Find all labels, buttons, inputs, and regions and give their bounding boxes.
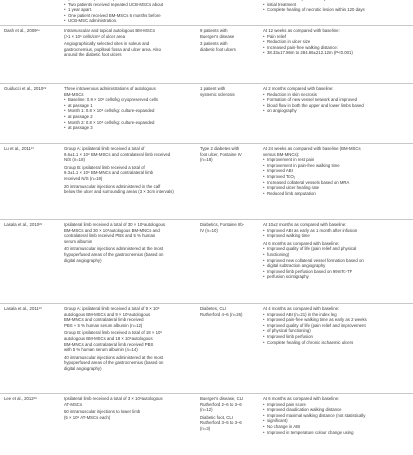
intervention-cell [64, 0, 190, 24]
outcome-bullet: • Complete healing of chronic ischaemic ulcers [263, 340, 409, 346]
intervention-text: Ipsilateral limb received a total of 30 × 10⁶autologous [64, 222, 166, 227]
intervention-text: received N/S (n=19) [64, 175, 103, 181]
population-text: Buerger's disease [200, 33, 235, 39]
intervention-bullet: • UCB-MSC administration. [64, 18, 190, 24]
outcome-bullet: • blood flow in both the upper and lower limbs based [263, 103, 409, 109]
intervention-text: BM-MNCs and contralateral limb received PBS [64, 341, 154, 347]
population-cell [200, 222, 260, 233]
row-separator [0, 25, 413, 26]
outcomes-cell [263, 146, 409, 196]
intervention-text: digital angiography) [64, 257, 102, 263]
outcomes-intro: At 2 months compared with baseline: [263, 86, 334, 91]
study-reference: Dash et al., 2009²⁴ [4, 28, 40, 33]
intervention-bullet: • at passage 1 [64, 103, 190, 109]
outcome-bullet: • Improved new collateral vessel formation based on [263, 258, 409, 264]
row-separator [0, 393, 413, 394]
row-separator [0, 83, 413, 84]
outcomes-cell [263, 222, 409, 280]
intervention-text: Angiographically selected sites in soleus and [64, 41, 150, 47]
population-text: diabetic foot ulcers [200, 46, 236, 52]
population-text: IV (n=10) [200, 227, 218, 233]
outcome-bullet: At 6 months as compared with baseline: [263, 240, 340, 246]
intervention-text: Three intravenous administrations of autologous [64, 86, 156, 91]
intervention-text: N/S (n=18) [64, 157, 85, 163]
outcome-bullet: • Improved claudication walking distance [263, 407, 409, 413]
outcomes-cell [263, 306, 409, 345]
outcome-bullet: • on angiography [263, 108, 409, 114]
population-cell [200, 306, 260, 317]
outcome-bullet: • Improved ABI as early as 1 month after infusion [263, 228, 409, 234]
population-text: Diabetics, Fontaine IIb- [200, 222, 245, 227]
intervention-text: below the ulcer and surrounding areas (3 × 3cm intervals) [64, 189, 174, 195]
outcome-bullet-list [263, 34, 409, 56]
outcomes-cell [263, 0, 409, 13]
intervention-text: gastrocnemius, popliteal fossa and ulcer area. Also [64, 46, 161, 52]
study-cell [4, 146, 62, 152]
population-cell [200, 396, 260, 432]
study-cell [4, 28, 62, 34]
intervention-text: Group B: ipsilateral limb received a total of 18 × 10⁶ [64, 330, 163, 336]
outcomes-intro: versus BM-MNCs): [263, 151, 300, 157]
outcomes-cell [263, 396, 409, 435]
intervention-text: BM-MSCs and 30 × 10⁶autologous BM-MNCs and [64, 227, 160, 233]
intervention-bullet-list [64, 97, 190, 131]
outcome-bullet: • perfusion scintigraphy [263, 274, 409, 280]
row-separator [0, 303, 413, 304]
outcome-bullet: • Reduced limb amputation [263, 191, 409, 197]
intervention-bullet-list [64, 0, 190, 24]
outcomes-intro: At 10±2 months as compared with baseline: [263, 222, 347, 227]
intervention-text: 40 intramuscular injections administered at the most [64, 354, 164, 360]
outcome-bullet: • Formation of new vessel network and improved [263, 97, 409, 103]
population-text: systemic sclerosis [200, 91, 235, 97]
outcome-bullet: • Pain relief [263, 34, 409, 40]
intervention-bullet: • Month 1: 0.8 × 10⁶ cells/kg: culture-expanded [64, 108, 190, 114]
population-cell [200, 86, 260, 97]
study-reference: Lasala et al., 2011²⁶ [4, 306, 42, 311]
outcome-bullet: • Improved pain-free walking time as early as 2 weeks [263, 317, 409, 323]
intervention-bullet: • Baseline: 0.9 × 10⁶ cells/kg cryopreserved cells [64, 97, 190, 103]
intervention-cell [64, 222, 190, 263]
study-reference: Guiducci et al., 2010²⁵ [4, 86, 47, 91]
population-text: (n=3) [200, 425, 211, 431]
row-separator [0, 219, 413, 220]
intervention-cell [64, 86, 190, 131]
population-text: Rutherford 2–6 to 3–6 [200, 401, 242, 407]
population-text: Type 2 diabetes with [200, 146, 240, 151]
intervention-text: Group A: ipsilateral limb received a total of 9 × 10⁶ [64, 306, 160, 311]
study-cell [4, 222, 62, 228]
intervention-text: Group B: ipsilateral limb received a total of [64, 164, 145, 170]
outcome-bullet: • Reduction in ulcer size [263, 39, 409, 45]
outcome-bullet-list [263, 92, 409, 114]
intervention-text: around the diabetic foot ulcers [64, 52, 122, 58]
outcome-bullet: • Improved walking time [263, 233, 409, 239]
outcome-bullet-list [263, 312, 409, 346]
intervention-bullet: • One patient received BM-MSCs 6 months before [64, 13, 190, 19]
population-text: (n=12) [200, 407, 213, 413]
outcome-bullet: • Improved limb perfusion based on 99mTc-TF [263, 269, 409, 275]
outcome-bullet: • Improved ABI (n=21) in the index leg [263, 312, 409, 318]
population-text: 3 patients with [200, 41, 228, 47]
outcomes-cell [263, 28, 409, 56]
intervention-text: Ipsilateral limb received a total of 3 × 10⁸autologous [64, 396, 163, 401]
outcome-bullet: • Improvement in pain-free walking time [263, 163, 409, 169]
outcome-bullet: • Improved quality of life (pain relief and improvement [263, 323, 409, 329]
intervention-text: 20 intramuscular injections administered in the calf [64, 183, 161, 189]
outcome-bullet: • Improved quality of life (pain relief and physical [263, 246, 409, 252]
study-cell [4, 86, 62, 92]
intervention-text: 9.3±1.1 × 10⁸ BM-MNCs and contralateral limb [64, 170, 154, 176]
study-reference: Lasala et al., 2010²⁶ [4, 222, 43, 227]
population-cell [200, 28, 260, 52]
population-text: 1 patient with [200, 86, 226, 91]
intervention-text: autologous BM-MSCs and 18 × 10⁶autologous [64, 335, 153, 341]
intervention-bullet: • 1 year apart. [64, 7, 190, 13]
intervention-text: digital angiography) [64, 365, 102, 371]
population-text: Diabetic foot, CLI [200, 414, 233, 420]
intervention-text: Group A: ipsilateral limb received a total of [64, 146, 145, 151]
study-reference: Lee et al., 2012²⁸ [4, 396, 37, 401]
outcome-bullet: • 38.33±17.86m to 284.66±212.12m (P<0.001) [263, 50, 409, 56]
outcome-bullet: • Improved ABI [263, 168, 409, 174]
outcome-bullet: • of physical functioning) [263, 328, 409, 334]
outcome-bullet: • Improved pain score [263, 402, 409, 408]
study-reference: Lu et al., 2011²¹ [4, 146, 34, 151]
outcome-bullet: • functioning) [263, 252, 409, 258]
population-text: Diabetes, CLI [200, 306, 227, 311]
intervention-text: with 5 % human serum albumin (n=14) [64, 347, 138, 353]
intervention-text: PBS + 5 % human serum albumin (n=12) [64, 322, 143, 328]
intervention-cell [64, 306, 190, 372]
outcome-bullet: • Increased pain-free walking distance: [263, 45, 409, 51]
intervention-text: autologous BM-MSCs and 9 × 10⁶autologous [64, 311, 151, 317]
intervention-bullet: • Month 2: 0.8 × 10⁶ cells/kg: culture-expanded [64, 120, 190, 126]
outcomes-cell [263, 86, 409, 114]
study-cell [4, 396, 62, 402]
outcome-bullet: • Improved maximal walking distance (not statistically [263, 413, 409, 419]
outcome-bullet: • significant) [263, 418, 409, 424]
intervention-cell [64, 28, 190, 58]
outcome-bullet: • Improved ulcer healing rate [263, 185, 409, 191]
outcome-bullet-list [263, 0, 409, 13]
intervention-text: hypoperfused areas of the gastrocnemius (based on [64, 251, 164, 257]
intervention-text: serum albumin [64, 238, 93, 244]
intervention-text: BM-MSCs [64, 91, 84, 97]
outcome-bullet-list [263, 402, 409, 436]
outcomes-intro: At 24 weeks as compared with baseline (BM-MSCs [263, 146, 361, 151]
outcome-bullet-list [263, 228, 409, 280]
population-cell [200, 146, 260, 163]
intervention-text: 60 intramuscular injections to lower limb [64, 409, 141, 415]
intervention-text: 9.6±1.1 × 10⁸ BM-MSCs and contralateral limb received [64, 151, 171, 157]
population-text: Rutherford 3–5 to 3–6 [200, 420, 242, 426]
study-cell [4, 306, 62, 312]
intervention-text: contralateral limb received PBS and 5 % human [64, 233, 156, 239]
outcome-bullet: • Increased collateral vessels based on MRA [263, 180, 409, 186]
outcome-bullet: • Complete healing of necrotic lesion within 120 days [263, 7, 409, 13]
outcome-bullet: • Improved limb perfusion [263, 334, 409, 340]
intervention-text: BM-MNCs and contralateral limb received [64, 317, 144, 323]
outcome-bullet: • Improvement in rest pain [263, 157, 409, 163]
population-text: (n=18) [200, 157, 213, 163]
population-text: Buerger's disease, CLI [200, 396, 244, 401]
intervention-text: 40 intramuscular injections administered at the most [64, 246, 164, 252]
outcome-bullet: • Improved TcO₂ [263, 174, 409, 180]
intervention-text: AT-MSCs [64, 401, 83, 407]
population-text: Rutherford 4–6 (n=26) [200, 311, 243, 317]
intervention-bullet: • at passage 2 [64, 114, 190, 120]
outcomes-intro: At 4 months as compared with baseline: [263, 306, 340, 311]
row-separator [0, 143, 413, 144]
outcome-bullet: • Reduction in skin necrosis [263, 92, 409, 98]
outcomes-intro: At 6 months as compared with baseline: [263, 396, 340, 401]
intervention-bullet: • at passage 3 [64, 125, 190, 131]
outcome-bullet-list [263, 157, 409, 196]
intervention-cell [64, 146, 190, 195]
population-text: 9 patients with [200, 28, 228, 33]
population-text: foot ulcer, Fontaine IV [200, 151, 242, 157]
intervention-text: hypoperfused areas of the gastrocnemius (based on [64, 360, 164, 366]
outcome-bullet: • No change in ABI [263, 424, 409, 430]
intervention-bullet: • Two patients received repeated UCB-MSCs about [64, 2, 190, 8]
outcomes-intro: At 12 weeks as compared with baseline: [263, 28, 340, 33]
outcome-bullet: • digital subtraction angiography [263, 263, 409, 269]
intervention-text: (5 × 10⁶ AT-MSCs each) [64, 414, 111, 420]
intervention-cell [64, 396, 190, 420]
outcome-bullet: • Improved in temperature colour change using [263, 430, 409, 436]
intervention-text: (>1 × 10⁶ cells/cm² of ulcer area [64, 33, 125, 39]
intervention-text: Intramuscular and topical autologous BM-MSCs [64, 28, 155, 33]
outcome-bullet: • initial treatment [263, 2, 409, 8]
